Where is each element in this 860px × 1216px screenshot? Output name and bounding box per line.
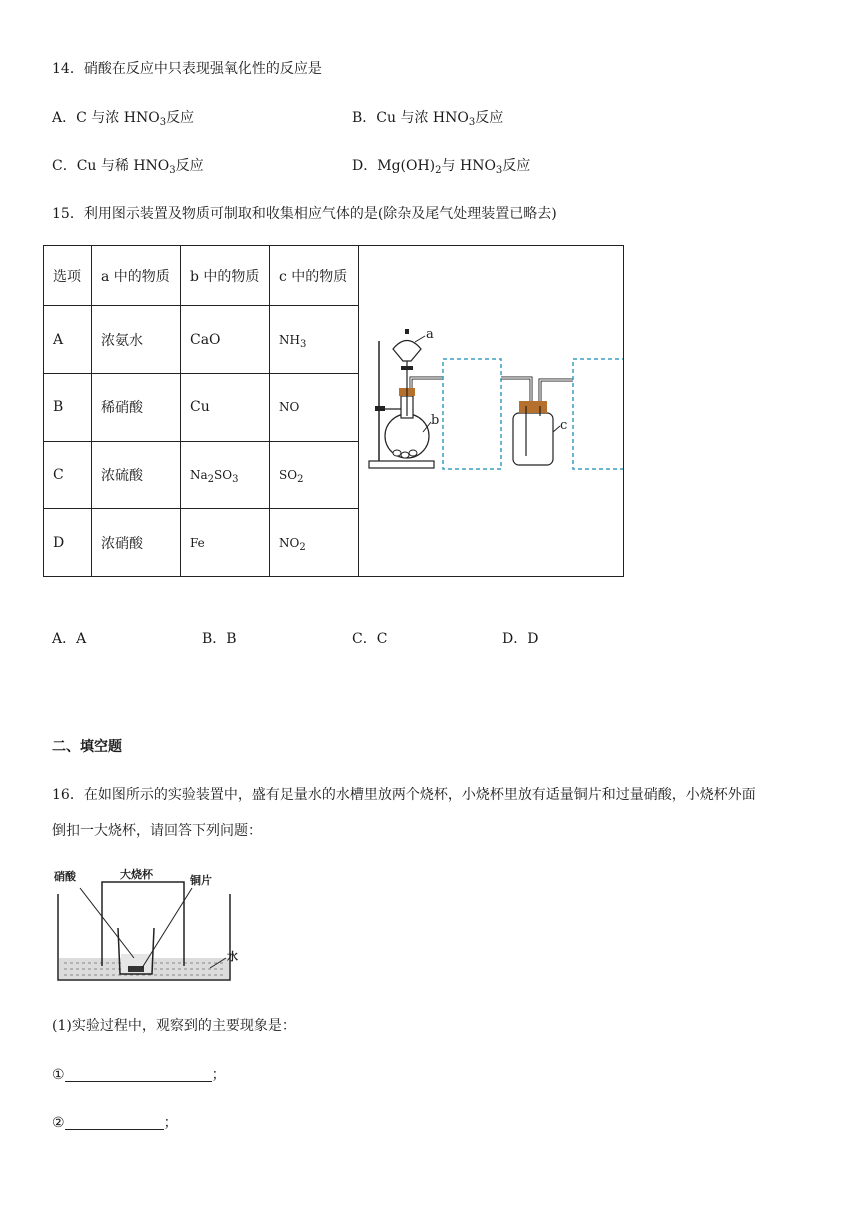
q16-blank1[interactable]: ① ； [52, 1067, 226, 1083]
table-cell-option: A [44, 306, 92, 374]
q16-blank2[interactable]: ② ； [52, 1115, 178, 1131]
table-cell-a: 浓硫酸 [92, 441, 181, 509]
q16-sub1: (1)实验过程中，观察到的主要现象是： [52, 1018, 296, 1034]
table-header-cell: a 中的物质 [92, 246, 181, 306]
q14-option-c[interactable]: C．Cu 与稀 $HNO_3$反应 [52, 158, 204, 176]
table-cell-b: CaO [181, 306, 270, 374]
section-title: 二、填空题 [52, 739, 122, 755]
table-cell-c: $NH_3$ [270, 306, 359, 374]
q15-answer-d[interactable]: D．D [502, 631, 539, 647]
beaker-diagram [50, 866, 250, 988]
q14-option-b[interactable]: B．Cu 与浓 $HNO_3$反应 [352, 110, 504, 128]
q14-option-a[interactable]: A．C 与浓 $HNO_3$反应 [52, 110, 195, 128]
table-header-cell: b 中的物质 [181, 246, 270, 306]
apparatus-figure-cell [359, 246, 624, 577]
table-header-row [44, 246, 624, 306]
q15-stem: 15．利用图示装置及物质可制取和收集相应气体的是(除杂及尾气处理装置已略去) [52, 206, 557, 222]
table-cell-c: NO [270, 374, 359, 442]
q16-stem-line2: 倒扣一大烧杯，请回答下列问题： [52, 823, 262, 839]
table-cell-c: $SO_2$ [270, 441, 359, 509]
table-cell-option: B [44, 374, 92, 442]
q14-stem: 14．硝酸在反应中只表现强氧化性的反应是 [52, 61, 322, 77]
table-cell-b: Cu [181, 374, 270, 442]
q15-answer-a[interactable]: A．A [52, 631, 87, 647]
label-c: c [560, 418, 568, 433]
table-cell-a: 浓氨水 [92, 306, 181, 374]
table-cell-b: Fe [181, 509, 270, 577]
answer-blank[interactable] [65, 1115, 164, 1130]
q14-option-d[interactable]: D．$Mg(OH)_2$与 $HNO_3$反应 [352, 158, 531, 176]
table-header-cell: c 中的物质 [270, 246, 359, 306]
q15-answer-b[interactable]: B．B [202, 631, 237, 647]
answer-blank[interactable] [65, 1067, 212, 1082]
table-cell-c: $NO_2$ [270, 509, 359, 577]
table-cell-option: C [44, 441, 92, 509]
table-cell-b: $Na_2SO_3$ [181, 441, 270, 509]
table-header-cell: 选项 [44, 246, 92, 306]
label-b: b [431, 413, 440, 428]
label-big-beaker: 大烧杯 [120, 868, 153, 881]
q15-table [43, 245, 624, 577]
table-cell-a: 稀硝酸 [92, 374, 181, 442]
q15-answer-c[interactable]: C．C [352, 631, 388, 647]
label-copper: 铜片 [190, 874, 212, 887]
table-cell-a: 浓硝酸 [92, 509, 181, 577]
apparatus-diagram [359, 246, 623, 572]
label-nitric-acid: 硝酸 [54, 870, 76, 883]
label-a: a [426, 327, 434, 342]
table-cell-option: D [44, 509, 92, 577]
label-water: 水 [227, 950, 238, 963]
q16-stem-line1: 16．在如图所示的实验装置中，盛有足量水的水槽里放两个烧杯，小烧杯里放有适量铜片和过量硝酸，小烧杯外面 [52, 787, 756, 803]
